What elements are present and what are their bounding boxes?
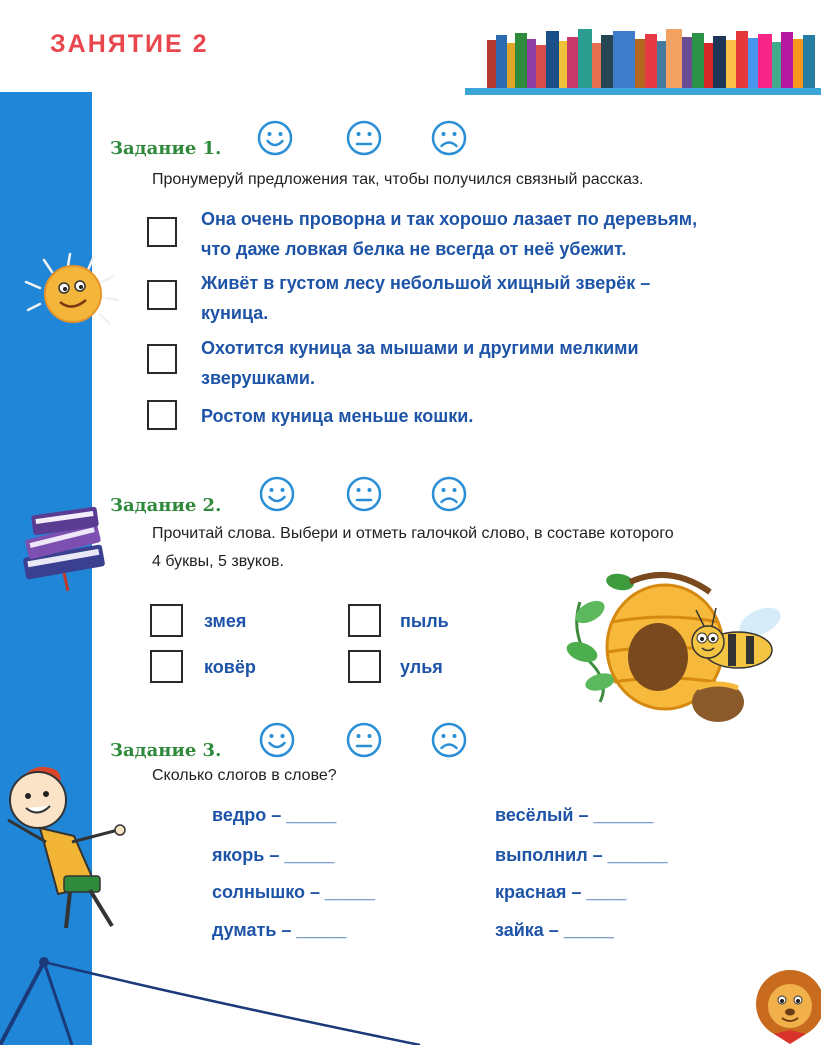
option-word: змея [204, 611, 247, 631]
sun-icon [18, 248, 128, 338]
syllable-item[interactable]: весёлый – ______ [495, 805, 654, 825]
sentence-number-box[interactable] [147, 400, 177, 430]
page-title: ЗАНЯТИЕ 2 [50, 30, 209, 58]
option-checkbox[interactable] [150, 650, 183, 683]
sentence-text: Живёт в густом лесу небольшой хищный зверёк – куница. [201, 273, 651, 323]
option-checkbox[interactable] [150, 604, 183, 637]
sentence-number-box[interactable] [147, 344, 177, 374]
books-shelf-icon [465, 25, 821, 95]
smile-face-icon[interactable] [259, 476, 295, 512]
sentence-number-box[interactable] [147, 217, 177, 247]
task1-instruction: Пронумеруй предложения так, чтобы получился связный рассказ. [152, 171, 644, 188]
sentence-text: Она очень проворна и так хорошо лазает по деревьям, что даже ловкая белка не всегда от неё убежит. [201, 209, 698, 259]
syllable-item[interactable]: солнышко – _____ [212, 882, 376, 902]
neutral-face-icon[interactable] [346, 120, 382, 156]
option-checkbox[interactable] [348, 650, 381, 683]
syllable-item[interactable]: якорь – _____ [212, 845, 335, 865]
task1-title: Задание 1. [110, 138, 222, 159]
tent-lines-icon [0, 950, 821, 1045]
task2-instruction: Прочитай слова. Выбери и отметь галочкой слово, в составе которого 4 буквы, 5 звуков. [152, 525, 674, 570]
smile-face-icon[interactable] [259, 722, 295, 758]
neutral-face-icon[interactable] [346, 722, 382, 758]
task2-title: Задание 2. [110, 495, 222, 516]
lion-icon [748, 960, 821, 1045]
option-checkbox[interactable] [348, 604, 381, 637]
child-figure-icon [0, 760, 130, 930]
option-word: улья [400, 657, 443, 677]
smile-face-icon[interactable] [257, 120, 293, 156]
syllable-item[interactable]: думать – _____ [212, 920, 347, 940]
syllable-item[interactable]: зайка – _____ [495, 920, 614, 940]
sad-face-icon[interactable] [431, 120, 467, 156]
syllable-item[interactable]: выполнил – ______ [495, 845, 668, 865]
bee-icon [680, 600, 795, 690]
sentence-number-box[interactable] [147, 280, 177, 310]
sentence-text: Охотится куница за мышами и другими мелкими зверушками. [201, 338, 639, 388]
sad-face-icon[interactable] [431, 476, 467, 512]
syllable-item[interactable]: красная – ____ [495, 882, 627, 902]
neutral-face-icon[interactable] [346, 476, 382, 512]
syllable-item[interactable]: ведро – _____ [212, 805, 337, 825]
task3-title: Задание 3. [110, 740, 222, 761]
sad-face-icon[interactable] [431, 722, 467, 758]
option-word: ковёр [204, 657, 256, 677]
sentence-text: Ростом куница меньше кошки. [201, 406, 474, 426]
task3-instruction: Сколько слогов в слове? [152, 767, 337, 784]
books-stack-icon [18, 505, 110, 593]
option-word: пыль [400, 611, 449, 631]
